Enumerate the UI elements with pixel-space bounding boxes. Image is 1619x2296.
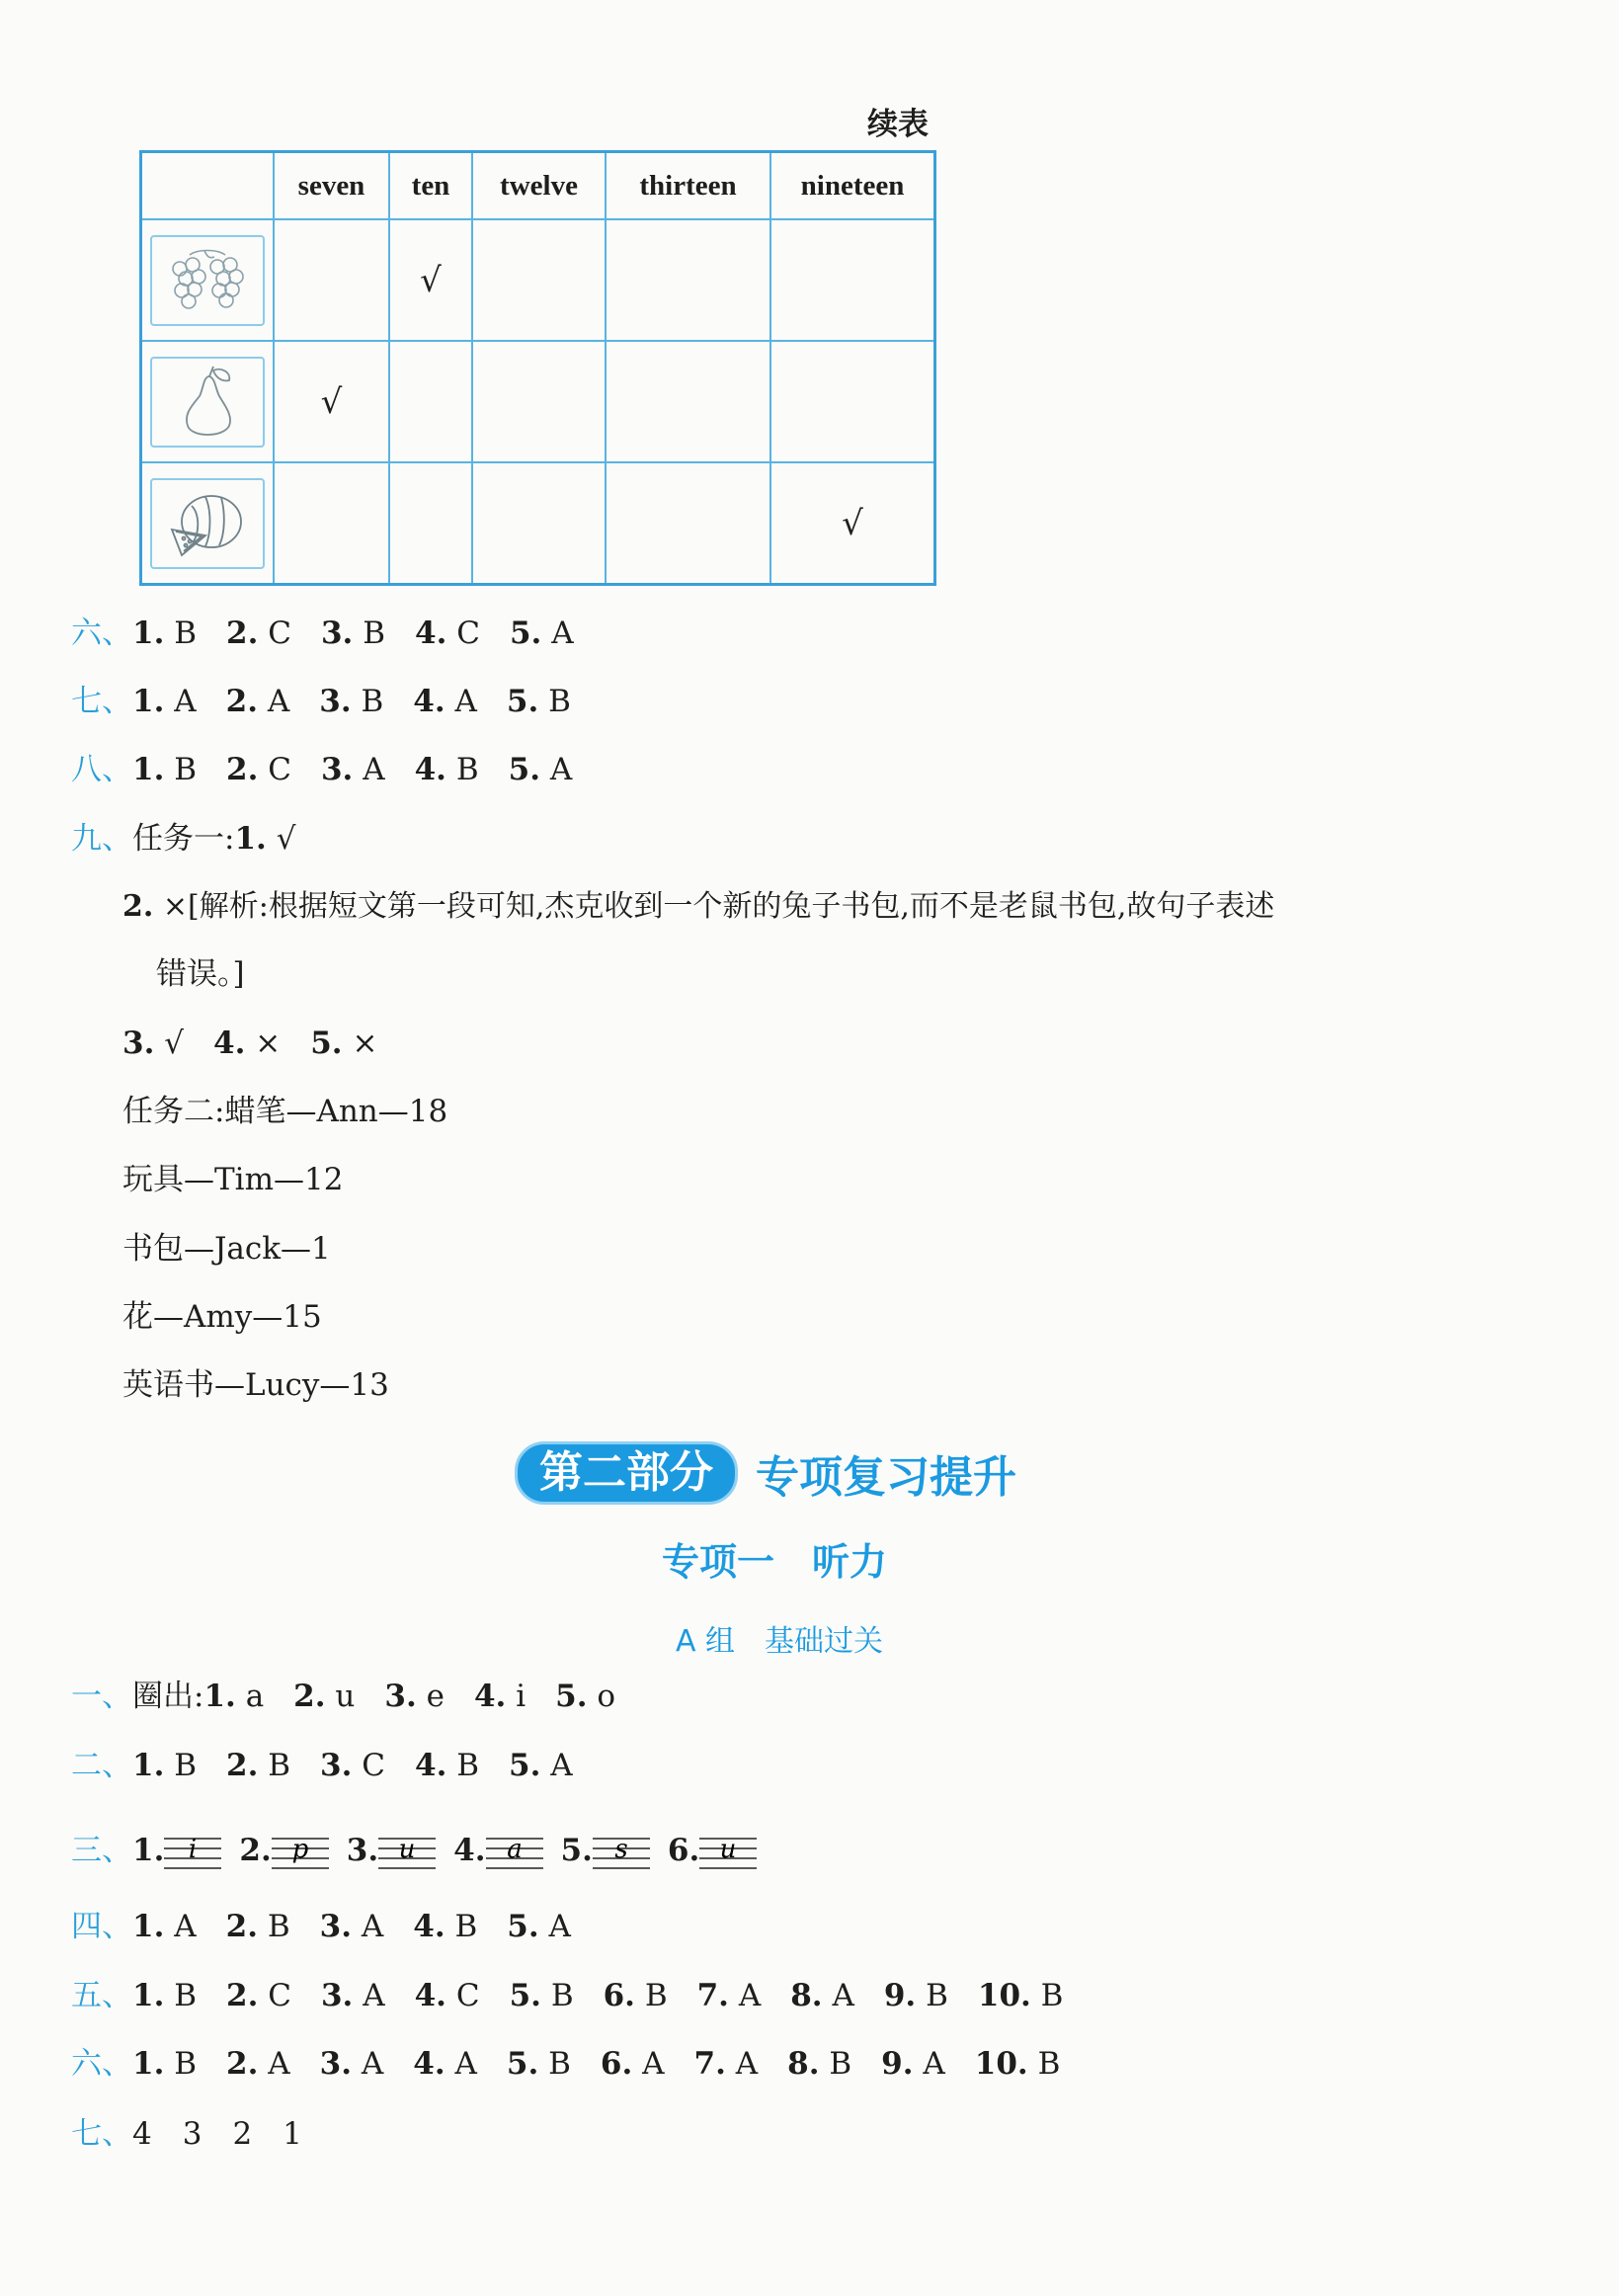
section-mark: 三、 <box>71 1833 132 1868</box>
section-mark: 四、 <box>71 1909 132 1944</box>
svg-text:p: p <box>291 1834 309 1864</box>
task2-line: 花—Amy—15 <box>122 1299 322 1335</box>
table-cell <box>389 341 472 462</box>
answer-line-9: 九、任务一:1. √ <box>71 821 296 857</box>
table-cell <box>606 341 770 462</box>
task2-label: 任务二: <box>122 1094 225 1129</box>
watermelon-icon <box>160 484 255 563</box>
table-caption: 续表 <box>867 107 929 142</box>
section-mark: 七、 <box>71 2116 132 2152</box>
section-mark: 七、 <box>71 684 132 719</box>
pear-icon <box>160 363 255 442</box>
answer-line-6: 六、1. B 2. C 3. B 4. C 5. A <box>71 615 574 651</box>
answer-line-7: 七、1. A 2. A 3. B 4. A 5. B <box>71 684 571 719</box>
answer-line-p2-7 <box>71 2114 302 2154</box>
answer-line-8: 八、1. B 2. C 3. A 4. B 5. A <box>71 752 573 787</box>
table-cell <box>274 219 389 341</box>
grapes-image <box>150 235 265 326</box>
table-header-row <box>141 152 935 220</box>
pear-image <box>150 357 265 448</box>
handwritten-letter-image <box>378 1831 436 1874</box>
table-cell: √ <box>389 219 472 341</box>
table-cell <box>389 462 472 585</box>
task2-line: 任务二:蜡笔—Ann—18 <box>122 1094 448 1129</box>
answer-line-9-3: 3. √ 4. × 5. × <box>122 1025 378 1061</box>
answer-line-9-2: 2. ×[解析:根据短文第一段可知,杰克收到一个新的兔子书包,而不是老鼠书包,故句子表述 <box>122 889 1275 924</box>
task2-line: 玩具—Tim—12 <box>122 1162 344 1197</box>
handwritten-letter-image <box>486 1831 543 1874</box>
grapes-icon <box>160 243 255 318</box>
handwritten-letter-image <box>272 1831 329 1874</box>
table-cell: √ <box>770 462 935 585</box>
table-header-ten: ten <box>389 152 472 220</box>
part2-banner <box>515 1442 1016 1504</box>
svg-text:s: s <box>614 1834 628 1864</box>
analysis-text: [解析:根据短文第一段可知,杰克收到一个新的兔子书包,而不是老鼠书包,故句子表述 <box>188 889 1275 924</box>
fruit-cell <box>141 219 275 341</box>
table-row <box>141 462 935 585</box>
section-mark: 八、 <box>71 752 132 787</box>
table-cell <box>472 462 606 585</box>
answer-line-p2-3: 三、1. i 2. p 3. u 4. a 5. s 6. u <box>71 1826 757 1875</box>
table-cell <box>770 341 935 462</box>
section-mark: 六、 <box>71 2046 132 2082</box>
table-header-twelve: twelve <box>472 152 606 220</box>
answer-line-p2-4: 四、1. A 2. B 3. A 4. B 5. A <box>71 1909 571 1944</box>
task2-line: 英语书—Lucy—13 <box>122 1367 389 1403</box>
table-header-blank <box>141 152 275 220</box>
table-header-thirteen: thirteen <box>606 152 770 220</box>
part2-badge: 第二部分 <box>515 1441 738 1505</box>
svg-text:u: u <box>719 1834 737 1864</box>
answer-line-p2-5: 五、1. B 2. C 3. A 4. C 5. B 6. B 7. A 8. A 9. B 10. B <box>71 1978 1064 2013</box>
fruit-cell <box>141 341 275 462</box>
table-cell: √ <box>274 341 389 462</box>
table-cell <box>606 462 770 585</box>
section-mark: 五、 <box>71 1978 132 2013</box>
table-cell <box>472 219 606 341</box>
handwritten-letter-image <box>164 1831 221 1874</box>
section-mark: 六、 <box>71 615 132 651</box>
group-heading: A 组 基础过关 <box>676 1624 884 1659</box>
section-mark: 一、 <box>71 1679 132 1714</box>
answer-table <box>139 150 936 586</box>
table-cell <box>606 219 770 341</box>
handwritten-letter-image <box>699 1831 757 1874</box>
table-header-seven: seven <box>274 152 389 220</box>
handwritten-letter-image <box>593 1831 650 1874</box>
fruit-cell <box>141 462 275 585</box>
section-mark: 九、 <box>71 821 132 857</box>
svg-text:u: u <box>398 1834 416 1864</box>
answer-line-p2-2: 二、1. B 2. B 3. C 4. B 5. A <box>71 1748 573 1783</box>
answer-line-p2-6: 六、1. B 2. A 3. A 4. A 5. B 6. A 7. A 8. B 9. A 10. B <box>71 2046 1061 2082</box>
task1-label: 任务一: <box>132 821 235 857</box>
table-cell <box>770 219 935 341</box>
task2-line: 书包—Jack—1 <box>122 1231 331 1267</box>
section-mark: 二、 <box>71 1748 132 1783</box>
answer-line-p2-1: 一、圈出:1. a 2. u 3. e 4. i 5. o <box>71 1679 616 1714</box>
order-answer: 4 3 2 1 <box>132 2116 302 2152</box>
svg-text:i: i <box>189 1834 198 1864</box>
analysis-continuation: 错误。] <box>156 956 245 992</box>
table-row <box>141 219 935 341</box>
svg-text:a: a <box>506 1834 523 1864</box>
part2-title: 专项复习提升 <box>756 1452 1016 1503</box>
table-cell <box>274 462 389 585</box>
table-header-nineteen: nineteen <box>770 152 935 220</box>
special-heading: 专项一 听力 <box>662 1540 888 1584</box>
table-row <box>141 341 935 462</box>
watermelon-image <box>150 478 265 569</box>
table-cell <box>472 341 606 462</box>
